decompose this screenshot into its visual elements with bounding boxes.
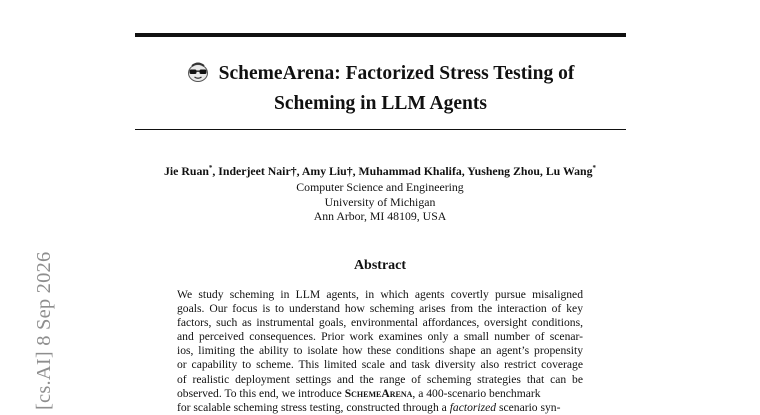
sunglasses-face-icon	[187, 62, 209, 90]
abstract-line	[177, 387, 583, 401]
abstract-text: for scalable scheming stress testing, constructed through a	[177, 400, 450, 414]
abstract-line: We study scheming in LLM agents, in which agents covertly pursue misaligned	[177, 288, 583, 301]
abstract-line: or capability to scheme. This limited scale and task diversity also restrict coverage	[177, 358, 583, 372]
abstract-body	[177, 288, 583, 415]
abstract-heading: Abstract	[353, 258, 407, 273]
affiliation-department: Computer Science and Engineering	[296, 180, 464, 194]
abstract-text: scenario syn-	[496, 400, 561, 414]
abstract-emphasis: factorized	[449, 400, 497, 414]
affiliation-address: Ann Arbor, MI 48109, USA	[313, 209, 447, 223]
abstract-line	[177, 401, 583, 415]
author-mark: *	[208, 164, 213, 173]
title-line-1-text: SchemeArena: Factorized Stress Testing of	[218, 63, 575, 84]
author-names: , Inderjeet Nair†, Amy Liu†, Muhammad Khalifa, Yusheng Zhou, Lu Wang	[212, 164, 593, 178]
title-line-2: Scheming in LLM Agents	[274, 93, 487, 114]
abstract-text: , a 400-scenario benchmark	[412, 386, 541, 400]
title-top-rule	[135, 33, 626, 37]
abstract-line: goals. Our focus is to understand how scheming arises from the interaction of key	[177, 302, 583, 316]
title-bottom-rule	[135, 129, 626, 130]
abstract-line: and perceived consequences. Prior work examines only a small number of scenar-	[177, 330, 583, 344]
abstract-line: factors, such as instrumental goals, environmental affordances, oversight conditions,	[177, 316, 583, 330]
abstract-line: of realistic deployment settings and the range of scheming strategies that can be	[177, 372, 583, 386]
abstract-line: ios, limiting the ability to isolate how these conditions shape an agent’s propensity	[177, 344, 583, 358]
affiliation	[200, 180, 560, 224]
arxiv-side-stamp: [cs.AI] 8 Sep 2026	[33, 251, 55, 410]
paper-title	[135, 60, 626, 117]
author-mark: *	[592, 164, 596, 173]
author-name: Jie Ruan	[164, 164, 209, 178]
abstract-text: observed. To this end, we introduce	[177, 386, 345, 400]
affiliation-university: University of Michigan	[324, 194, 436, 209]
benchmark-name: SchemeArena	[344, 386, 413, 400]
author-list	[100, 164, 660, 179]
title-line-1	[135, 60, 626, 90]
